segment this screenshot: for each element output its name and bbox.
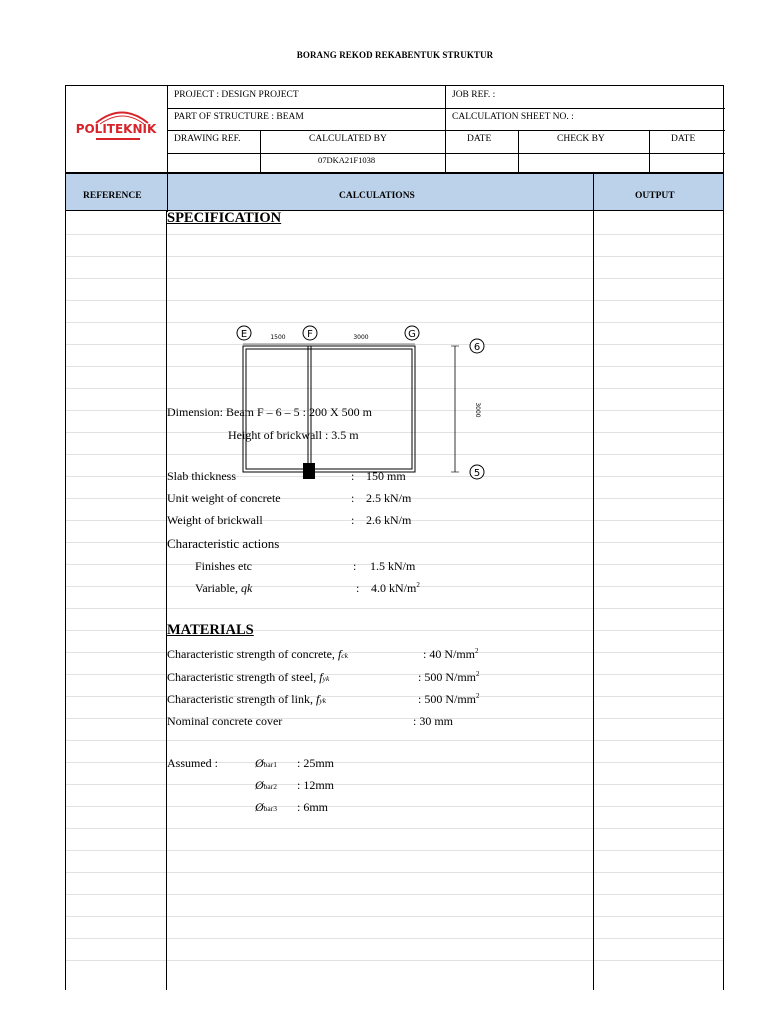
right-border bbox=[723, 211, 724, 990]
dimension-vertical: 3000 bbox=[474, 402, 481, 418]
drawing-ref-label: DRAWING REF. bbox=[174, 134, 241, 144]
concrete-strength-value: : 40 $N/mm^2$ bbox=[423, 647, 479, 661]
slab-thickness-colon: : bbox=[351, 469, 355, 483]
concrete-cover-label: Nominal concrete cover bbox=[167, 714, 283, 728]
specification-heading: SPECIFICATION bbox=[167, 210, 282, 226]
row-label-6: 6 bbox=[473, 342, 481, 353]
dimension-3000: 3000 bbox=[353, 334, 369, 341]
document-title: BORANG REKOD REKABENTUK STRUKTUR bbox=[296, 50, 494, 60]
calculated-by-label: CALCULATED BY bbox=[309, 134, 387, 144]
variable-value: 4.0 $kN/m^2$ bbox=[371, 581, 420, 595]
calculations-column-header: CALCULATIONS bbox=[339, 191, 415, 201]
weight-brickwall-value: 2.6 kN/m bbox=[366, 513, 412, 527]
materials-heading: MATERIALS bbox=[167, 622, 254, 638]
project-field: PROJECT : DESIGN PROJECT bbox=[174, 90, 299, 100]
dimension-1500: 1500 bbox=[270, 334, 286, 341]
reference-column-header: REFERENCE bbox=[83, 191, 142, 201]
date-label-1: DATE bbox=[467, 134, 492, 144]
dimension-line: Dimension: Beam F – 6 – 5 : 200 X 500 m bbox=[167, 405, 372, 419]
politeknik-logo bbox=[66, 104, 167, 152]
reference-divider bbox=[166, 211, 167, 990]
left-border bbox=[65, 211, 66, 990]
grid-label-f: F bbox=[307, 329, 313, 340]
date-label-2: DATE bbox=[671, 134, 696, 144]
assumed-label: Assumed : bbox=[167, 756, 218, 770]
bar3-value: : 6mm bbox=[297, 800, 329, 814]
grid-label-e: E bbox=[240, 329, 248, 340]
steel-strength-value: : 500 $N/mm^2$ bbox=[418, 670, 480, 684]
finishes-colon: : bbox=[353, 559, 357, 573]
column-header-bar bbox=[65, 173, 724, 211]
concrete-cover-value: : 30 mm bbox=[413, 714, 454, 728]
finishes-label: Finishes etc bbox=[195, 559, 252, 573]
slab-thickness-label: Slab thickness bbox=[167, 469, 236, 483]
weight-brickwall-label: Weight of brickwall bbox=[167, 513, 263, 527]
bar2-label: Øbar2 bbox=[255, 778, 277, 792]
link-strength-value: : 500 $N/mm^2$ bbox=[418, 692, 480, 706]
grid-label-g: G bbox=[408, 329, 416, 340]
characteristic-actions-heading: Characteristic actions bbox=[167, 536, 280, 551]
unit-weight-concrete-value: 2.5 kN/m bbox=[366, 491, 412, 505]
job-ref-field: JOB REF. : bbox=[452, 90, 496, 100]
check-by-label: CHECK BY bbox=[557, 134, 605, 144]
link-strength-label: Characteristic strength of link, fyk bbox=[167, 692, 326, 706]
part-of-structure-field: PART OF STRUCTURE : BEAM bbox=[174, 112, 304, 122]
bar3-label: Øbar3 bbox=[255, 800, 277, 814]
bar1-label: Øbar1 bbox=[255, 756, 277, 770]
bar2-value: : 12mm bbox=[297, 778, 335, 792]
weight-brickwall-colon: : bbox=[351, 513, 355, 527]
slab-thickness-value: 150 mm bbox=[366, 469, 406, 483]
unit-weight-concrete-label: Unit weight of concrete bbox=[167, 491, 281, 505]
steel-strength-label: Characteristic strength of steel, fyk bbox=[167, 670, 330, 684]
output-column-header: OUTPUT bbox=[635, 191, 675, 201]
unit-weight-concrete-colon: : bbox=[351, 491, 355, 505]
brickwall-height: Height of brickwall : 3.5 m bbox=[228, 428, 359, 442]
svg-text:POLITEKNIK: POLITEKNIK bbox=[75, 122, 157, 136]
concrete-strength-label: Characteristic strength of concrete, fck bbox=[167, 647, 348, 661]
bar1-value: : 25mm bbox=[297, 756, 335, 770]
variable-colon: : bbox=[356, 581, 360, 595]
row-label-5: 5 bbox=[473, 468, 481, 479]
output-divider bbox=[593, 211, 594, 990]
header-table bbox=[65, 85, 724, 173]
finishes-value: 1.5 kN/m bbox=[370, 559, 416, 573]
variable-label: Variable, qk bbox=[195, 581, 253, 595]
calculated-by-value: 07DKA21F1038 bbox=[318, 155, 376, 165]
calc-sheet-no-field: CALCULATION SHEET NO. : bbox=[452, 112, 574, 122]
